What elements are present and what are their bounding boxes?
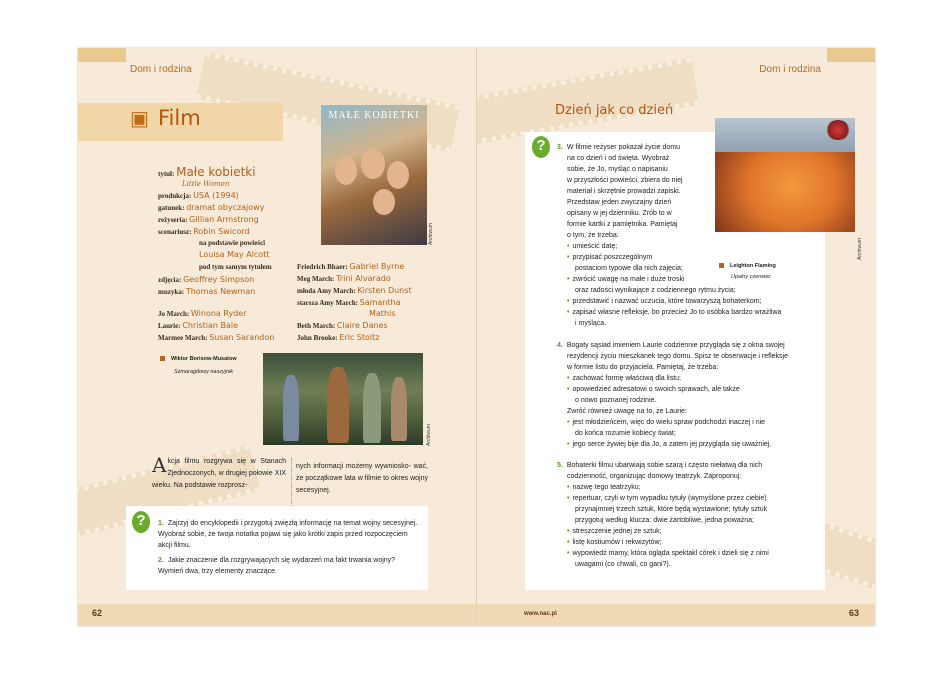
caption-text: Leighton Flaming (730, 263, 776, 269)
task-item (158, 518, 418, 551)
cast-actor: Winona Ryder (190, 309, 247, 318)
task-text: Zwróć również uwagę na to, że Laurie: (567, 408, 687, 415)
credit-value: Robin Swicord (193, 227, 250, 236)
bullet-dot: • (567, 298, 570, 305)
cast-actor: Samantha (359, 298, 401, 307)
poster-credit: Archiwum (428, 223, 434, 245)
bullet-text: zwrócić uwagę na małe i duże troski (572, 276, 685, 283)
cast-actor: Gabriel Byrne (349, 262, 405, 271)
credit-label: produkcja: (158, 192, 192, 200)
task-3-bullets (567, 241, 827, 329)
intro-paragraph-col2: nych informacji możemy wywniosko- wać, że początkowe lata w filmie to okres wojny secesyjnej. (296, 463, 428, 494)
task-text: rezydencji życiu mieszkanek tego domu. Spisz te obserwacje i refleksje (567, 353, 788, 360)
credit-production (158, 191, 239, 200)
task-text: Jakie znaczenie dla rozgrywających się wydarzeń ma fakt trwania wojny? Wymień dwa, trzy elementy znaczące. (158, 557, 396, 575)
bullet-text: nazwę tego teatrzyku; (572, 484, 641, 491)
poster-title: MAŁE KOBIETKI (328, 110, 420, 121)
credit-author (199, 250, 269, 259)
footer-band (78, 604, 476, 626)
bullet-text: uwagami (co chwali, co gani?). (575, 561, 671, 568)
cast-item (297, 333, 379, 342)
bullet-item (557, 548, 827, 559)
credit-value: Geoffrey Simpson (183, 275, 255, 284)
bullet-text: wypowiedź mamy, która ogląda spektakl córek i dzieli się z nimi (572, 550, 769, 557)
cast-role: młoda Amy March: (297, 287, 356, 295)
task-number: 3. (557, 144, 563, 151)
cast-item (158, 309, 247, 318)
task-number: 2. (158, 557, 164, 564)
bullet-text: o nowo poznanej rodzinie. (575, 397, 657, 404)
cast-role: Marmee March: (158, 334, 208, 342)
cast-item (297, 274, 391, 283)
bullet-item (557, 384, 827, 395)
bullet-item (557, 439, 827, 450)
cast-item (369, 309, 395, 318)
task-text: opisany w jej dzienniku. Zrób to w (567, 210, 672, 217)
bullet-text: zachować formę właściwą dla listu; (572, 375, 681, 382)
task-text: formie kartki z pamiętnika. Pamiętaj (567, 221, 678, 228)
magazine-spread (78, 48, 875, 626)
credit-value: Thomas Newman (185, 287, 256, 296)
cast-role: John Brooke: (297, 334, 338, 342)
cast-item (297, 298, 401, 307)
task-item (158, 555, 418, 577)
bullet-text: jego serce żywiej bije dla Jo, a zatem jej przygląda się uważniej. (572, 441, 772, 448)
bullet-item (567, 241, 827, 252)
credit-basis-2: pod tym samym tytułem (199, 263, 272, 271)
bullet-dot: • (567, 386, 570, 393)
bullet-text: streszczenie jednej ze sztuk; (572, 528, 662, 535)
cast-item (158, 333, 274, 342)
poster-face (361, 149, 385, 179)
section-title: Film (158, 106, 201, 130)
page-header: Dom i rodzina (130, 64, 192, 75)
credit-director (158, 215, 259, 224)
poster-face (335, 157, 357, 185)
left-page (78, 48, 476, 626)
bullet-dot: • (567, 243, 570, 250)
bullet-dot: • (567, 495, 570, 502)
movie-poster-image (321, 105, 427, 245)
task-text: w przyszłości powieści, zbiera do niej (567, 177, 683, 184)
bullet-dot: • (567, 254, 570, 261)
task-line (557, 142, 717, 153)
credit-label: scenariusz: (158, 228, 192, 236)
bullet-dot: • (567, 419, 570, 426)
task-line (557, 340, 827, 351)
task-text: w formie listu do przyjaciela. Pamiętaj, że trzeba: (567, 364, 719, 371)
drop-cap: A (152, 453, 167, 477)
column-divider (291, 458, 292, 510)
bullet-text: oraz radości wynikające z codziennego rytmu życia; (575, 287, 736, 294)
bullet-text: przygotuj według klucza: dwie żartobliwe, jedna poważna; (575, 517, 754, 524)
task-text: codzienność, organizując domowy teatrzyk. Zaproponuj: (567, 473, 742, 480)
bullet-item (557, 493, 827, 504)
credit-value: Louisa May Alcott (199, 250, 270, 259)
painting-credit: Archiwum (426, 424, 432, 446)
intro-paragraph-col1 (152, 453, 286, 492)
cast-actor: Claire Danes (336, 321, 388, 330)
task-text: sobie, że Jo, myśląc o napisaniu (567, 166, 668, 173)
task-number: 1. (158, 520, 164, 527)
painting-figure (327, 367, 349, 443)
cast-item (297, 262, 404, 271)
bullet-item (557, 373, 827, 384)
credit-value: Little Women (182, 180, 230, 188)
credit-value: Małe kobietki (176, 165, 256, 179)
cast-role: Friedrich Bhaer: (297, 263, 348, 271)
paragraph-text: kcja filmu rozgrywa się w Stanach Zjednoczonych, w drugiej połowie XIX wieku. Na podstawie rozprosz- (152, 458, 286, 489)
bullet-dot: • (567, 550, 570, 557)
cast-role: starsza Amy March: (297, 299, 358, 307)
bullet-dot: • (567, 309, 570, 316)
caption-bullet (160, 356, 165, 361)
bullet-item (557, 417, 827, 428)
page-number: 63 (848, 608, 859, 618)
painting-credit: Archiwum (857, 238, 863, 260)
corner-decoration (827, 48, 875, 62)
painting-figure (363, 373, 381, 443)
question-icon: ? (132, 511, 150, 533)
credit-music (158, 287, 255, 296)
poster-face (387, 161, 409, 189)
task-number: 4. (557, 342, 563, 349)
cast-role: Jo March: (158, 310, 190, 318)
task-number: 5. (557, 462, 563, 469)
footer-url[interactable]: www.nac.pl (524, 611, 557, 617)
task-text: Zajrzyj do encyklopedii i przygotuj zwięzłą informację na temat wojny secesyjnej. Wyobraź sobie, że twoja notatka pojawi się jako krótki zapis przed rozpoczęciem akcji filmu. (158, 520, 418, 549)
credit-photography (158, 275, 254, 284)
cast-actor: Trini Alvarado (336, 274, 391, 283)
credit-title (158, 165, 256, 179)
credit-label: muzyka: (158, 288, 185, 296)
bullet-dot: • (567, 276, 570, 283)
page-header: Dom i rodzina (759, 64, 821, 75)
task-4 (557, 340, 827, 450)
cast-item (158, 321, 238, 330)
task-text: materiał i skrzętnie prowadzi zapiski. (567, 188, 681, 195)
bullet-dot: • (567, 441, 570, 448)
painting-image (263, 353, 423, 445)
task-text: na co dzień i od święta. Wyobraź (567, 155, 670, 162)
task-5 (557, 460, 827, 570)
cast-role: Laurie: (158, 322, 181, 330)
credit-label: reżyseria: (158, 216, 188, 224)
bullet-text: do końca rozumie kobiecy świat; (575, 430, 676, 437)
credit-original-title (182, 180, 229, 188)
credit-value: USA (1994) (193, 191, 239, 200)
bullet-text: umieścić datę; (572, 243, 618, 250)
credit-label: tytuł: (158, 170, 175, 178)
task-text: Bohaterki filmu ubarwiają sobie szarą i często niełatwą dla nich (566, 462, 763, 469)
bullet-text: i myśląca. (575, 320, 607, 327)
bullet-text: opowiedzieć adresatowi o swoich sprawach, ale także (572, 386, 740, 393)
credit-label: zdjęcia: (158, 276, 182, 284)
painting-figure (391, 377, 407, 441)
cast-actor: Mathis (369, 309, 396, 318)
credit-genre (158, 203, 264, 212)
bullet-dot: • (567, 539, 570, 546)
bullet-text: przypisać poszczególnym (572, 254, 653, 261)
bullet-text: przynajmniej trzech sztuk, które będą wystawione; tytuły sztuk (575, 506, 768, 513)
credit-label: gatunek: (158, 204, 185, 212)
cast-actor: Kirsten Dunst (357, 286, 412, 295)
bullet-dot: • (567, 484, 570, 491)
cast-role: Beth March: (297, 322, 336, 330)
cast-item (297, 321, 388, 330)
bullet-text: jest młodzieńcem, więc do wielu spraw podchodzi inaczej i nie (572, 419, 766, 426)
bullet-text: listę kostiumów i rekwizytów; (572, 539, 662, 546)
bullet-item (567, 274, 827, 285)
bullet-dot: • (567, 375, 570, 382)
task-3 (557, 142, 717, 241)
bullet-item (567, 296, 827, 307)
bullet-text: repertuar, czyli w tym wypadku tytuły (wymyślone przez ciebie) (572, 495, 767, 502)
right-page (477, 48, 875, 626)
bullet-item (557, 482, 827, 493)
credit-value: Gillian Armstrong (189, 215, 259, 224)
task-text: W filmie reżyser pokazał życie domu (566, 144, 681, 151)
credit-value: dramat obyczajowy (186, 203, 265, 212)
bullet-item (567, 252, 827, 263)
bullet-item (557, 526, 827, 537)
bullet-text: zapisać własne refleksje, bo przecież Jo to osóbka bardzo wrażliwa (572, 309, 782, 316)
corner-decoration (78, 48, 126, 62)
bullet-item (567, 307, 827, 318)
painting-caption-author (160, 355, 237, 364)
painting-figure (283, 375, 299, 441)
cast-actor: Susan Sarandon (209, 333, 275, 342)
cast-item (297, 286, 412, 295)
painting-caption-title: Upalny czerwiec (731, 274, 772, 280)
task-text: o tym, że trzeba: (567, 232, 619, 239)
painting-caption-title: Szmaragdowy naszyjnik (174, 369, 233, 375)
page-number: 62 (92, 608, 103, 618)
bullet-dot: • (567, 528, 570, 535)
bullet-text: postaciom typowe dla nich zajęcia; (575, 265, 683, 272)
cast-actor: Eric Stoltz (339, 333, 380, 342)
bullet-item (557, 537, 827, 548)
task-line (557, 460, 827, 471)
section-title: Dzień jak co dzień (555, 103, 674, 118)
poster-face (373, 189, 395, 215)
credit-screenplay (158, 227, 250, 236)
cast-role: Meg March: (297, 275, 335, 283)
credit-basis: na podstawie powieści (199, 239, 266, 247)
bullet-text: przedstawić i nazwać uczucia, które towarzyszą bohaterkom; (572, 298, 762, 305)
painting-image (715, 118, 855, 232)
task-text: Przedstaw jeden zwyczajny dzień (567, 199, 672, 206)
cast-actor: Christian Bale (182, 321, 239, 330)
caption-text: Wiktor Borisow-Musatow (171, 356, 237, 362)
film-camera-icon: ▣ (130, 108, 149, 130)
task-text: Bogaty sąsiad imieniem Laurie codziennie przygląda się z okna swojej (566, 342, 785, 349)
question-icon: ? (532, 136, 550, 158)
painting-flowers (825, 120, 851, 140)
